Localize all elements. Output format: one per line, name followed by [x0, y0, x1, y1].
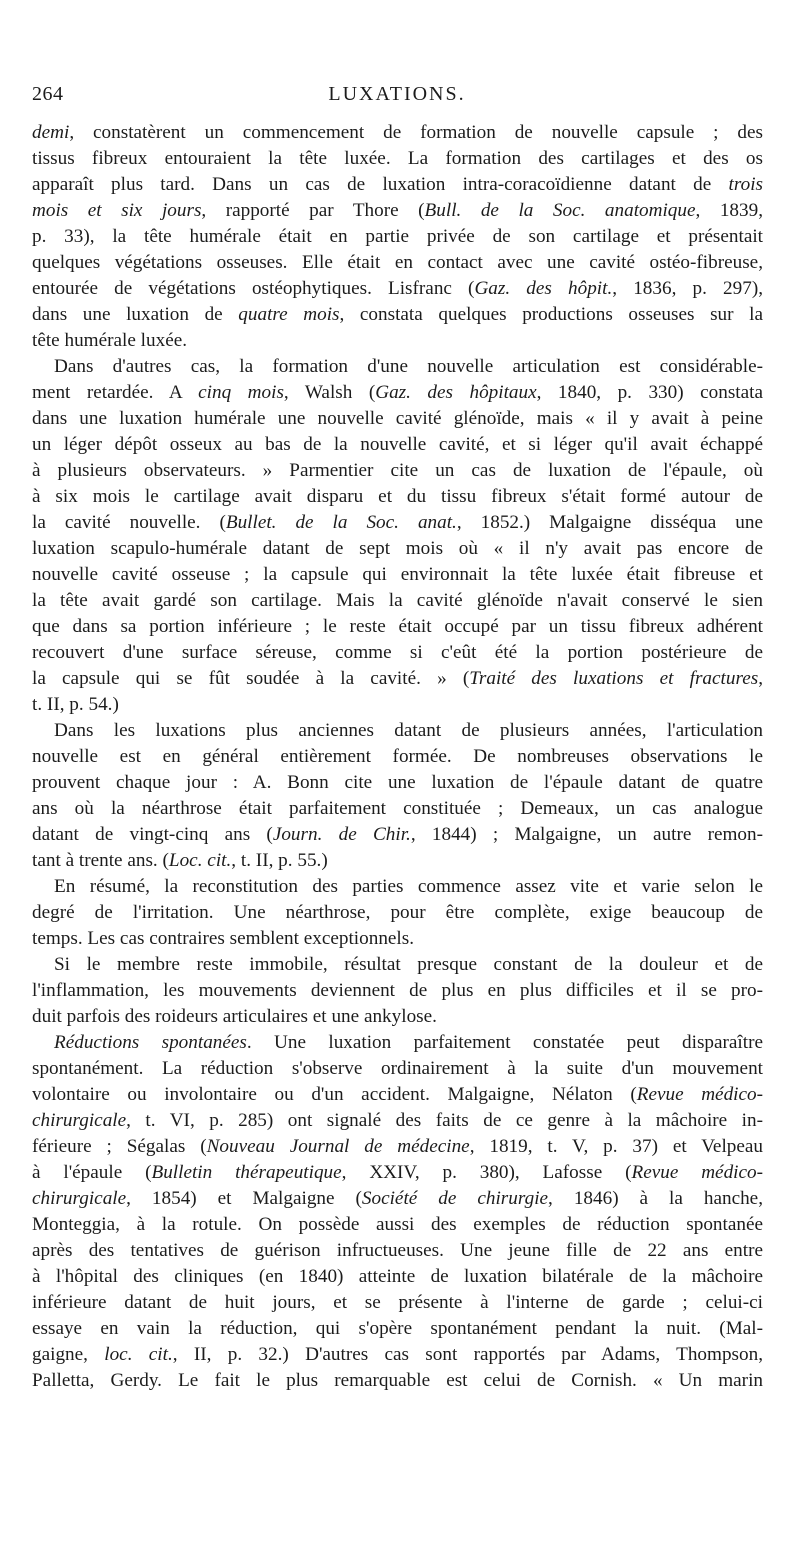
text-line: chirurgicale, t. VI, p. 285) ont signalé des faits de ce genre à la mâchoire in- [32, 1110, 763, 1131]
text-line: la cavité nouvelle. (Bullet. de la Soc. anat., 1852.) Malgaigne disséqua une [32, 512, 763, 533]
text-line: essaye en vain la réduction, qui s'opère spontanément pendant la nuit. (Mal- [32, 1318, 763, 1339]
text-line: p. 33), la tête humérale était en partie privée de son cartilage et présentait [32, 226, 763, 247]
text-line: à l'hôpital des cliniques (en 1840) atteinte de luxation bilatérale de la mâchoire [32, 1266, 763, 1287]
text-line: la capsule qui se fût soudée à la cavité. » (Traité des luxations et fractures, [32, 668, 763, 689]
text-line: tête humérale luxée. [32, 330, 188, 351]
running-title: LUXATIONS. [328, 83, 466, 105]
text-line: Dans les luxations plus anciennes datant de plusieurs années, l'articulation [54, 720, 763, 741]
text-line: volontaire ou involontaire ou d'un accident. Malgaigne, Nélaton (Revue médico- [32, 1084, 763, 1105]
text-line: dans une luxation humérale une nouvelle cavité glénoïde, mais « il y avait à peine [32, 408, 763, 429]
text-line: Réductions spontanées. Une luxation parfaitement constatée peut disparaître [54, 1032, 763, 1053]
text-line: après des tentatives de guérison infructueuses. Une jeune fille de 22 ans entre [32, 1240, 763, 1261]
text-line: à six mois le cartilage avait disparu et du tissu fibreux s'était formé autour de [32, 486, 763, 507]
text-line: tissus fibreux entouraient la tête luxée. La formation des cartilages et des os [32, 148, 763, 169]
text-line: nouvelle cavité osseuse ; la capsule qui environnait la tête luxée était fibreuse et [32, 564, 763, 585]
text-line: ans où la néarthrose était parfaitement constituée ; Demeaux, un cas analogue [32, 798, 763, 819]
text-line: mois et six jours, rapporté par Thore (Bull. de la Soc. anatomique, 1839, [32, 200, 763, 221]
text-line: En résumé, la reconstitution des parties commence assez vite et varie selon le [54, 876, 763, 897]
text-line: apparaît plus tard. Dans un cas de luxation intra-coracoïdienne datant de trois [32, 174, 763, 195]
text-line: la tête avait gardé son cartilage. Mais la cavité glénoïde n'avait conservé le sien [32, 590, 763, 611]
text-line: prouvent chaque jour : A. Bonn cite une luxation de l'épaule datant de quatre [32, 772, 763, 793]
text-line: tant à trente ans. (Loc. cit., t. II, p. 55.) [32, 850, 328, 871]
text-line: à plusieurs observateurs. » Parmentier cite un cas de luxation de l'épaule, où [32, 460, 763, 481]
text-line: inférieure datant de huit jours, et se présente à l'interne de garde ; celui-ci [32, 1292, 763, 1313]
text-line: temps. Les cas contraires semblent exceptionnels. [32, 928, 415, 949]
text-line: un léger dépôt osseux au bas de la nouvelle cavité, et si léger qu'il avait échappé [32, 434, 763, 455]
text-line: nouvelle est en général entièrement formée. De nombreuses observations le [32, 746, 763, 767]
text-line: degré de l'irritation. Une néarthrose, pour être complète, exige beaucoup de [32, 902, 763, 923]
text-line: datant de vingt-cinq ans (Journ. de Chir., 1844) ; Malgaigne, un autre remon- [32, 824, 764, 845]
text-line: luxation scapulo-humérale datant de sept mois où « il n'y avait pas encore de [32, 538, 763, 559]
text-line: t. II, p. 54.) [32, 694, 119, 715]
text-line: Si le membre reste immobile, résultat presque constant de la douleur et de [54, 954, 763, 975]
text-line: gaigne, loc. cit., II, p. 32.) D'autres cas sont rapportés par Adams, Thompson, [32, 1344, 763, 1365]
text-line: recouvert d'une surface séreuse, comme si c'eût été la portion postérieure de [32, 642, 763, 663]
text-line: demi, constatèrent un commencement de formation de nouvelle capsule ; des [32, 122, 763, 143]
text-line: férieure ; Ségalas (Nouveau Journal de médecine, 1819, t. V, p. 37) et Velpeau [32, 1136, 763, 1157]
text-line: dans une luxation de quatre mois, constata quelques productions osseuses sur la [32, 304, 763, 325]
text-line: spontanément. La réduction s'observe ordinairement à la suite d'un mouvement [32, 1058, 763, 1079]
text-line: Monteggia, à la rotule. On possède aussi des exemples de réduction spontanée [32, 1214, 763, 1235]
text-line: l'inflammation, les mouvements deviennent de plus en plus difficiles et il se pro- [32, 980, 763, 1001]
text-line: Dans d'autres cas, la formation d'une nouvelle articulation est considérable- [54, 356, 763, 377]
text-line: quelques végétations osseuses. Elle était en contact avec une cavité ostéo-fibreuse, [32, 252, 763, 273]
text-line: duit parfois des roideurs articulaires et une ankylose. [32, 1006, 437, 1027]
text-line: entourée de végétations ostéophytiques. Lisfranc (Gaz. des hôpit., 1836, p. 297), [32, 278, 764, 299]
text-line: chirurgicale, 1854) et Malgaigne (Société de chirurgie, 1846) à la hanche, [32, 1188, 763, 1209]
page-number: 264 [32, 83, 64, 105]
page-header [32, 83, 762, 113]
body-text [32, 120, 763, 1394]
text-line: ment retardée. A cinq mois, Walsh (Gaz. des hôpitaux, 1840, p. 330) constata [32, 382, 763, 403]
text-line: à l'épaule (Bulletin thérapeutique, XXIV, p. 380), Lafosse (Revue médico- [32, 1162, 763, 1183]
text-line: Palletta, Gerdy. Le fait le plus remarquable est celui de Cornish. « Un marin [32, 1370, 763, 1391]
text-line: que dans sa portion inférieure ; le reste était occupé par un tissu fibreux adhérent [32, 616, 763, 637]
